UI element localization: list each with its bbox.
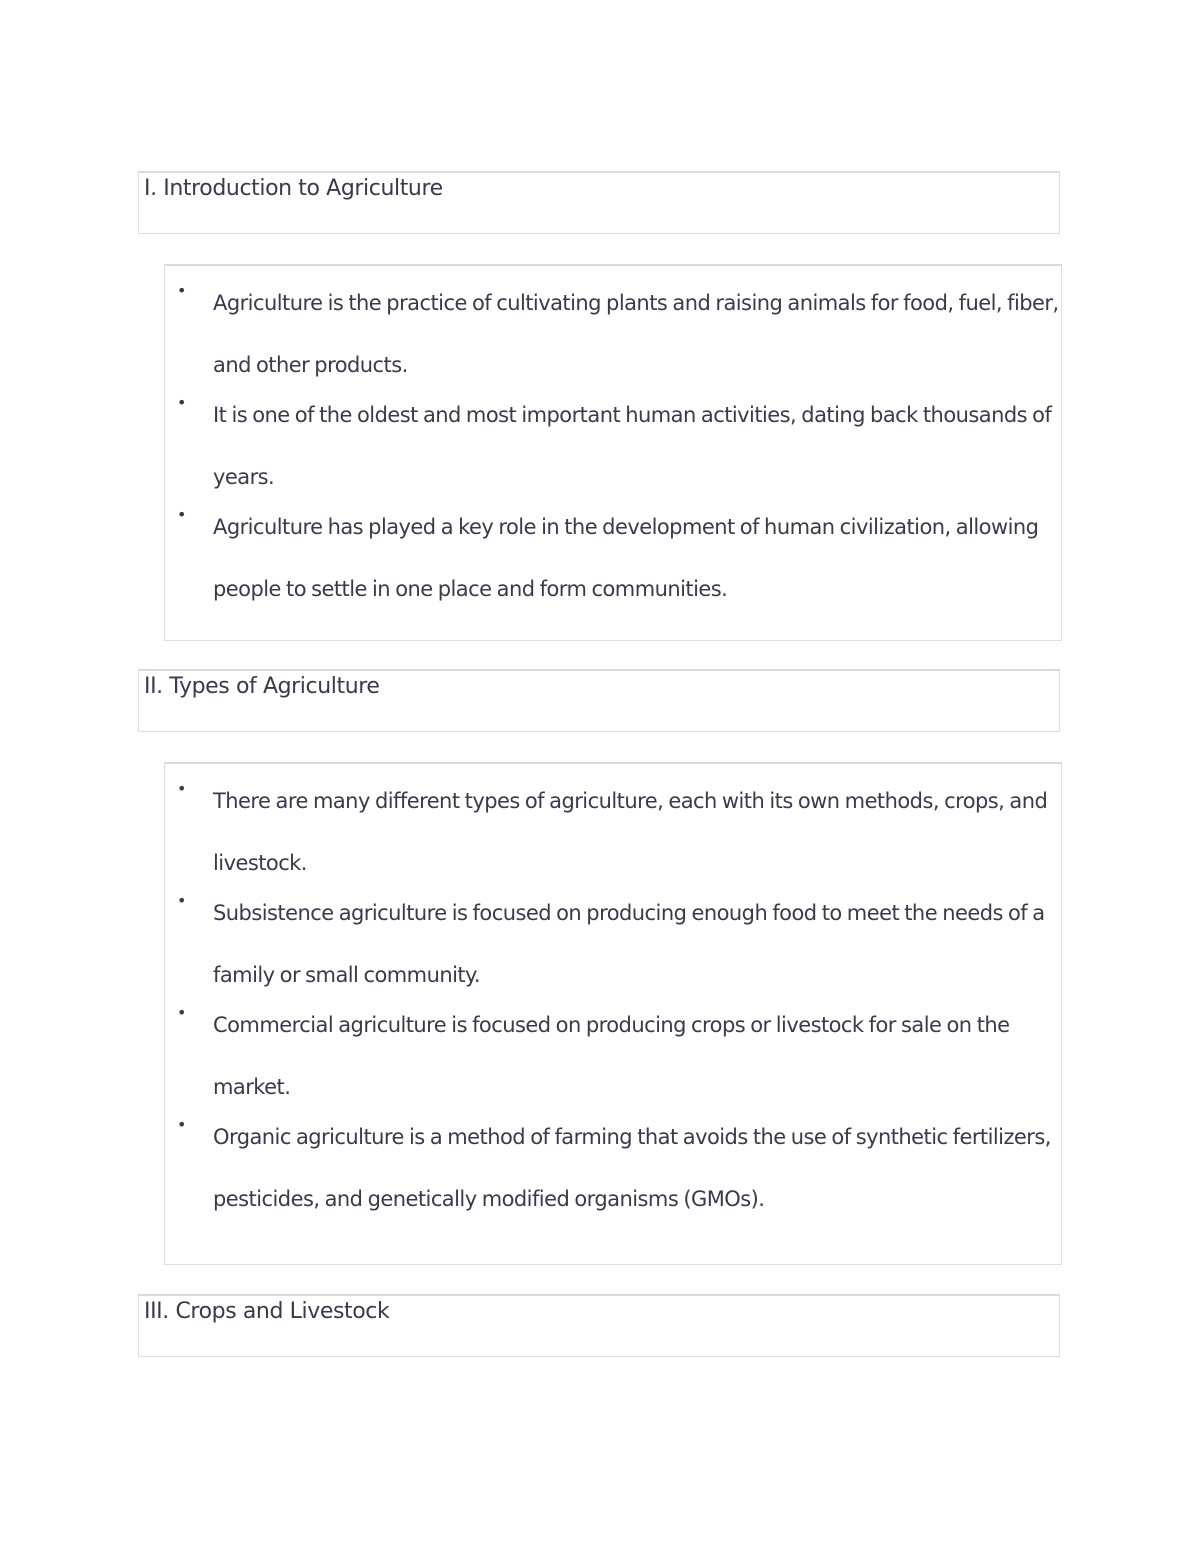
section-1-heading: I. Introduction to Agriculture — [144, 176, 443, 201]
list-item-text: It is one of the oldest and most important human activities, dating back thousands of years. — [213, 403, 1052, 489]
bullet-icon: • — [177, 505, 187, 524]
bullet-icon: • — [177, 393, 187, 412]
list-item-text: Agriculture has played a key role in the development of human civilization, allowing people to settle in one place and form communities. — [213, 515, 1039, 601]
list-item — [165, 882, 1061, 1006]
list-item — [165, 384, 1061, 508]
list-item-text: Subsistence agriculture is focused on producing enough food to meet the needs of a family or small community. — [213, 901, 1045, 987]
bullet-icon: • — [177, 281, 187, 300]
list-item — [165, 994, 1061, 1118]
section-2-heading: II. Types of Agriculture — [144, 674, 380, 699]
section-3-heading-box — [138, 1294, 1060, 1357]
list-item — [165, 1106, 1061, 1230]
section-1-list-box — [164, 264, 1062, 641]
list-item-text: Commercial agriculture is focused on producing crops or livestock for sale on the market. — [213, 1013, 1010, 1099]
list-item — [165, 272, 1061, 396]
section-1-list — [165, 272, 1061, 620]
list-item-text: Organic agriculture is a method of farming that avoids the use of synthetic fertilizers, pesticides, and genetically modified organisms (GMOs). — [213, 1125, 1051, 1211]
section-1-heading-box — [138, 171, 1060, 234]
list-item — [165, 770, 1061, 894]
list-item-text: There are many different types of agriculture, each with its own methods, crops, and livestock. — [213, 789, 1048, 875]
section-2-list-box — [164, 762, 1062, 1265]
bullet-icon: • — [177, 1115, 187, 1134]
bullet-icon: • — [177, 779, 187, 798]
bullet-icon: • — [177, 1003, 187, 1022]
section-3-heading: III. Crops and Livestock — [144, 1299, 390, 1324]
list-item — [165, 496, 1061, 620]
bullet-icon: • — [177, 891, 187, 910]
section-2-heading-box — [138, 669, 1060, 732]
list-item-text: Agriculture is the practice of cultivating plants and raising animals for food, fuel, fiber, and other products. — [213, 291, 1059, 377]
section-2-list — [165, 770, 1061, 1230]
